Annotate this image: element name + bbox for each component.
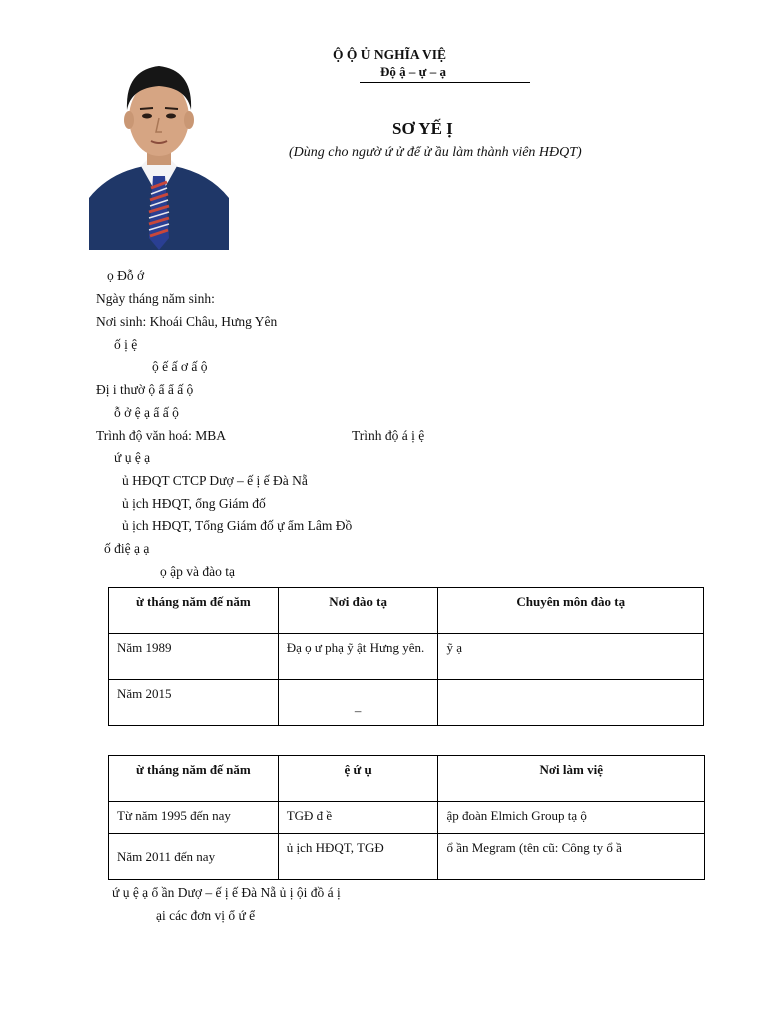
table-cell: ổ ần Megram (tên cũ: Công ty ổ ầ (438, 834, 705, 880)
name-line: ọ Đỗ ớ (107, 268, 145, 283)
table-header-cell: ừ tháng năm đế năm (109, 756, 279, 802)
table-header-cell: ừ tháng năm đế năm (109, 588, 279, 634)
table-cell: ủ ịch HĐQT, TGĐ (278, 834, 438, 880)
table-row (109, 634, 704, 680)
current-address-line: ỗ ở ệ ạ ẩ ấ ộ (114, 405, 179, 420)
table-cell: Năm 2011 đến nay (109, 834, 279, 880)
table-cell: ỹ ạ (438, 634, 704, 680)
header-underline (360, 82, 530, 83)
table-cell: – (278, 680, 438, 726)
position-item-1: ủ HĐQT CTCP Dượ – ế ị ế Đà Nẵ (122, 473, 308, 488)
table-header-row (109, 756, 705, 802)
table-header-cell: Nơi đào tạ (278, 588, 438, 634)
position-item-2: ủ ịch HĐQT, ổng Giám đố (122, 496, 266, 511)
table-cell: Đạ ọ ư phạ ỹ ật Hưng yên. (278, 634, 438, 680)
table-cell: Năm 2015 (109, 680, 279, 726)
table-cell: ập đoàn Elmich Group tạ ộ (438, 802, 705, 834)
table-row (109, 680, 704, 726)
table-header-row (109, 588, 704, 634)
birthplace-line: Nơi sinh: Khoái Châu, Hưng Yên (96, 314, 278, 329)
table-cell: Từ năm 1995 đến nay (109, 802, 279, 834)
table-row (109, 834, 705, 880)
portrait-photo (89, 48, 229, 250)
portrait-illustration (89, 48, 229, 250)
table-header-cell: Chuyên môn đào tạ (438, 588, 704, 634)
national-header: Ộ Ộ Ủ NGHĨA VIỆ (333, 47, 447, 62)
table-cell: Năm 1989 (109, 634, 279, 680)
education-line: Trình độ văn hoá: MBA (96, 428, 227, 443)
table-row (109, 802, 705, 834)
footer-line-1: ứ ụ ệ ạ ổ ần Dượ – ế ị ế Đà Nẵ ủ ị ội đồ á ị (112, 885, 341, 900)
training-heading: ọ ập và đào tạ (160, 564, 235, 579)
work-history-table (108, 755, 705, 880)
document-subtitle: (Dùng cho ngườ ứ ử để ử ầu làm thành viên HĐQT) (289, 145, 582, 160)
national-motto: Độ ậ – ự – ạ (380, 64, 446, 79)
contact-line: ố điệ ạ ạ (104, 541, 150, 556)
table-cell: TGĐ đ ề (278, 802, 438, 834)
table-header-cell: Nơi làm việ (438, 756, 705, 802)
id-issued-line: ộ ế ấ ơ ấ ộ (152, 359, 208, 374)
positions-heading: ứ ụ ệ ạ (114, 450, 151, 465)
table-header-cell: ệ ứ ụ (278, 756, 438, 802)
table-cell (438, 680, 704, 726)
dob-line: Ngày tháng năm sinh: (96, 291, 215, 306)
footer-line-2: ại các đơn vị ổ ứ ể (156, 908, 256, 923)
id-line: ố ị ệ (114, 337, 138, 352)
document-title: SƠ YẾ Ị (392, 119, 453, 138)
permanent-address-line: Đị i thườ ộ ẩ ẩ ấ ộ (96, 382, 194, 397)
training-table (108, 587, 704, 726)
position-item-3: ủ ịch HĐQT, Tổng Giám đố ự ẩm Lâm Đồ (122, 518, 353, 533)
specialty-line: Trình độ á ị ệ (352, 428, 425, 443)
